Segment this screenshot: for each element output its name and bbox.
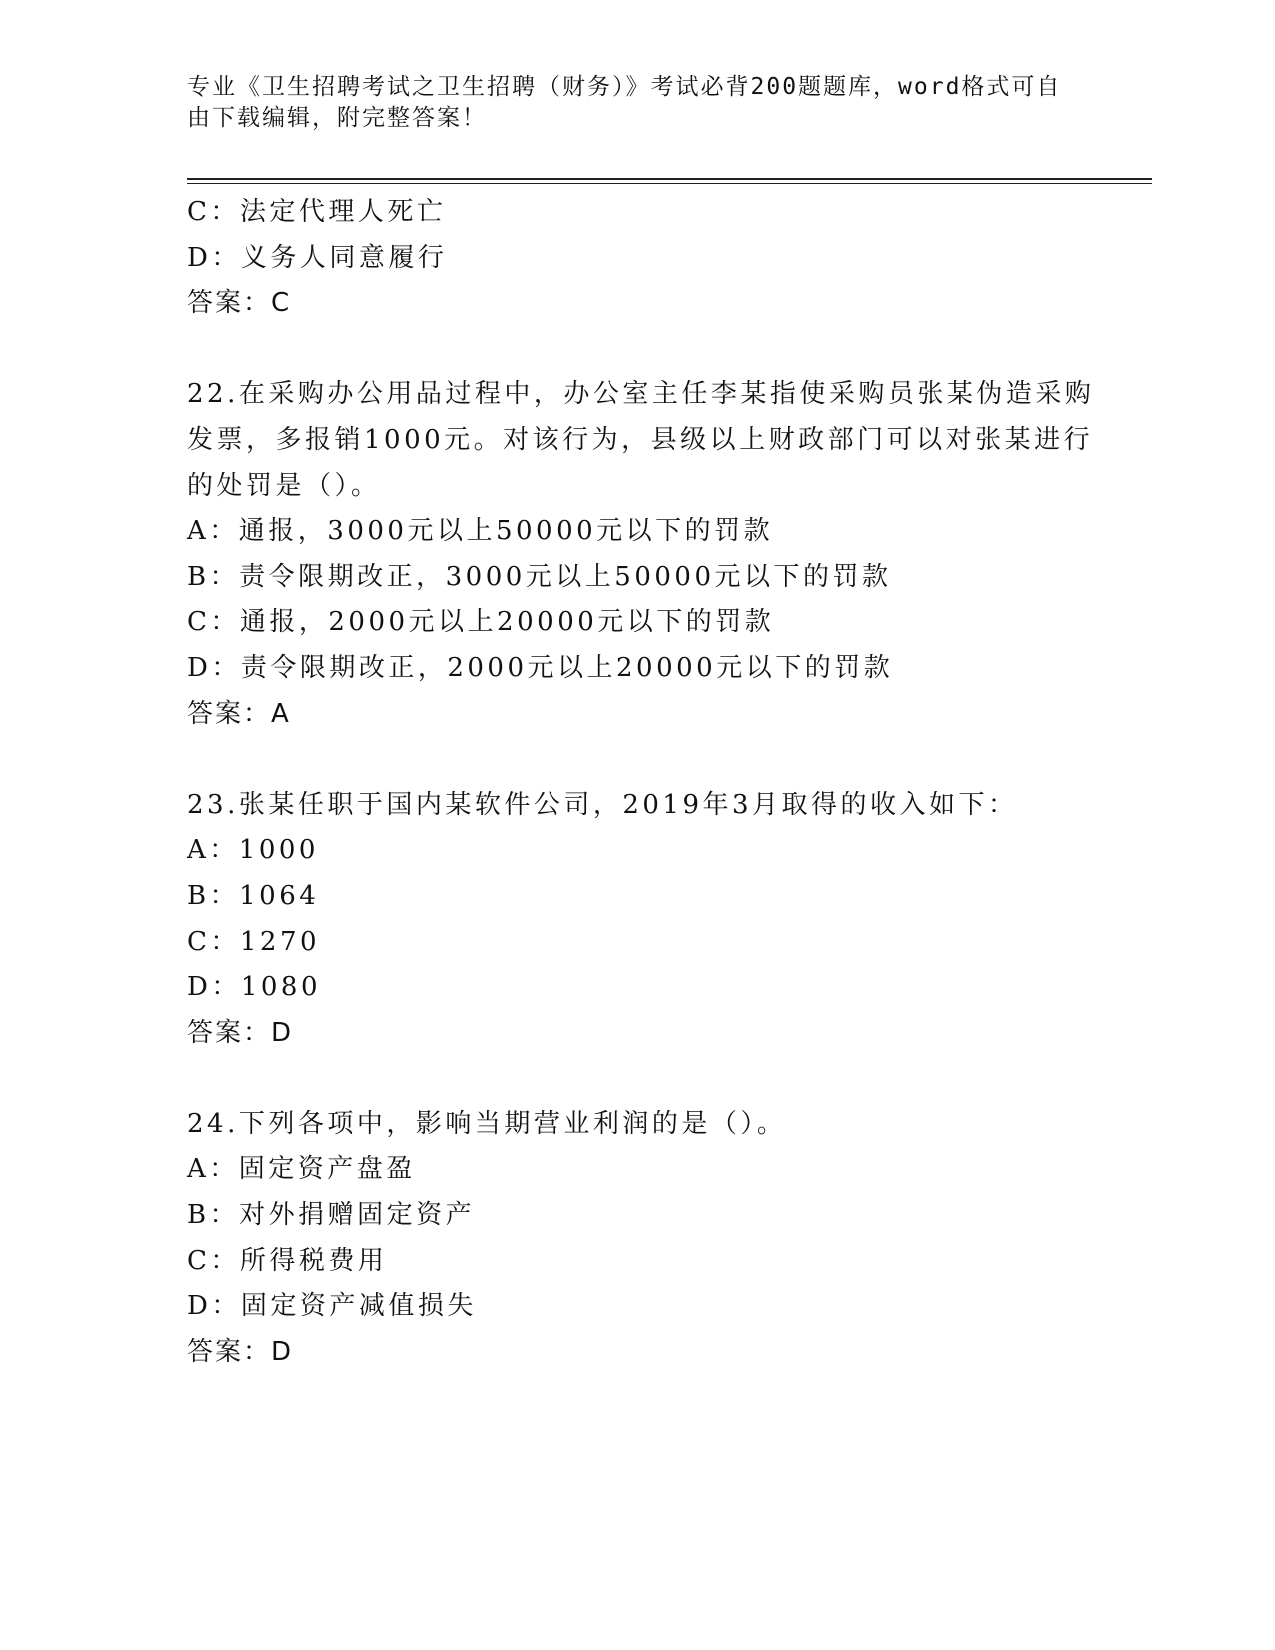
option-d: D：固定资产减值损失 <box>187 1291 477 1322</box>
document-header <box>187 72 1067 134</box>
question-stem-line: 24.下列各项中，影响当期营业利润的是（）。 <box>187 1108 787 1139</box>
header-divider-thick <box>187 178 1152 180</box>
option-a: A：通报，3000元以上50000元以下的罚款 <box>187 516 774 547</box>
question-22 <box>187 372 1095 737</box>
header-divider-thin <box>187 183 1152 184</box>
spacer <box>187 737 1087 783</box>
question-stem-line: 22.在采购办公用品过程中，办公室主任李某指使采购员张某伪造采购 <box>187 379 1095 410</box>
spacer <box>187 1056 1087 1102</box>
option-a: A：1000 <box>187 835 319 866</box>
option-a: A：固定资产盘盈 <box>187 1154 416 1185</box>
option-c: C：法定代理人死亡 <box>187 197 447 227</box>
question-stem-line: 23.张某任职于国内某软件公司，2019年3月取得的收入如下： <box>187 789 1018 820</box>
header-line-1: 专业《卫生招聘考试之卫生招聘（财务）》考试必背200题题库，word格式可自 <box>187 74 1062 100</box>
option-d: D：责令限期改正，2000元以上20000元以下的罚款 <box>187 652 894 683</box>
option-b: B：责令限期改正，3000元以上50000元以下的罚款 <box>187 561 892 592</box>
option-d: D：1080 <box>187 972 322 1003</box>
header-line-2: 由下载编辑，附完整答案！ <box>187 105 487 131</box>
question-stem-line: 发票，多报销1000元。对该行为，县级以上财政部门可以对张某进行 <box>187 424 1094 455</box>
prev-question-block <box>187 190 1087 327</box>
answer-line: 答案：D <box>187 1017 294 1048</box>
question-stem-line: 的处罚是（）。 <box>187 470 381 501</box>
answer-line: 答案：C <box>187 288 292 319</box>
option-b: B：1064 <box>187 880 320 911</box>
option-c: C：1270 <box>187 926 321 957</box>
option-b: B：对外捐赠固定资产 <box>187 1200 476 1231</box>
question-content <box>187 190 1095 1375</box>
spacer <box>187 327 1087 373</box>
option-c: C：通报，2000元以上20000元以下的罚款 <box>187 607 775 638</box>
question-24 <box>187 1102 1087 1376</box>
option-c: C：所得税费用 <box>187 1245 388 1276</box>
question-23 <box>187 783 1087 1057</box>
answer-line: 答案：D <box>187 1336 294 1367</box>
answer-line: 答案：A <box>187 698 291 729</box>
option-d: D：义务人同意履行 <box>187 242 448 273</box>
